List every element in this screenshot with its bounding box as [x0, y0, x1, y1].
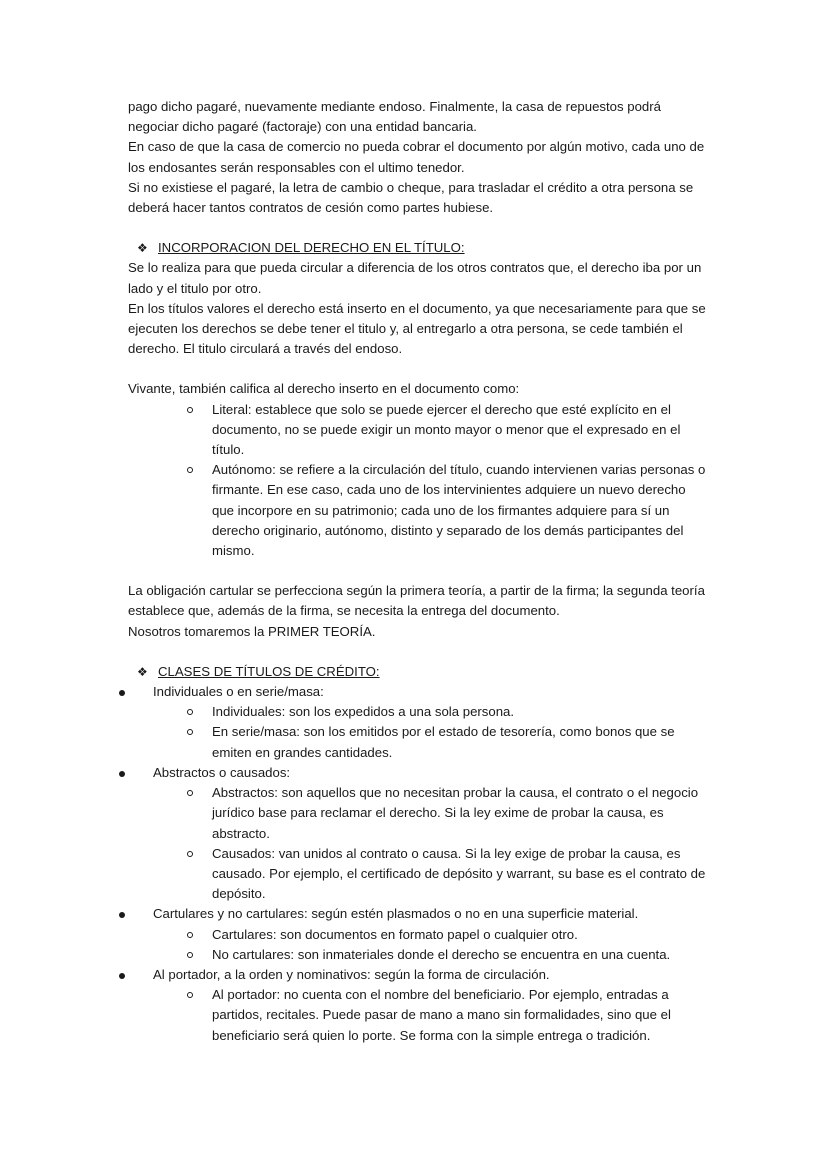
intro-paragraph-3: Si no existiese el pagaré, la letra de cambio o cheque, para trasladar el crédito a otra persona se deberá hacer tantos contratos de cesión como partes hubiese.: [128, 179, 694, 216]
circle-bullet-icon: [187, 467, 193, 473]
circle-bullet-icon: [187, 407, 193, 413]
circle-bullet-icon: [187, 709, 193, 715]
circle-bullet-icon: [187, 729, 193, 735]
list-item-group: Al portador, a la orden y nominativos: según la forma de circulación.: [128, 965, 708, 985]
closing-paragraph-1: La obligación cartular se perfecciona según la primera teoría, a partir de la firma; la segunda teoría establece que, además de la firma, se necesita la entrega del documento.: [128, 583, 705, 619]
list-item: Al portador: no cuenta con el nombre del beneficiario. Por ejemplo, entradas a partidos, recitales. Puede pasar de mano a mano sin formalidades, sino que el beneficiario será quien lo porte. Se forma con la simple entrega o tradición.: [128, 985, 708, 1046]
circle-bullet-icon: [187, 992, 193, 998]
list-item-autonomo: Autónomo: se refiere a la circulación del título, cuando intervienen varias personas o firmante. En ese caso, cada uno de los intervinientes adquiere un nuevo derecho que incorpore en su patrimonio; cada uno de los firmantes adquiere para sí un derecho originario, autónomo, distinto y separado de los demás participantes del mismo.: [128, 460, 708, 561]
list-item: En serie/masa: son los emitidos por el estado de tesorería, como bonos que se emiten en grandes cantidades.: [128, 722, 708, 762]
vivante-paragraph: Vivante, también califica al derecho inserto en el documento como:: [128, 381, 520, 397]
list-item: Abstractos: son aquellos que no necesitan probar la causa, el contrato o el negocio jurídico base para reclamar el derecho. Si la ley exime de probar la causa, es abstracto.: [128, 783, 708, 844]
circle-bullet-icon: [187, 932, 193, 938]
intro-paragraph-1: pago dicho pagaré, nuevamente mediante endoso. Finalmente, la casa de repuestos podrá negociar dicho pagaré (factoraje) con una entidad bancaria.: [128, 99, 661, 135]
circle-bullet-icon: [187, 952, 193, 958]
closing-paragraph-2: Nosotros tomaremos la PRIMER TEORÍA.: [128, 623, 376, 639]
diamond-bullet-icon: ❖: [137, 664, 148, 679]
disc-bullet-icon: [119, 771, 125, 777]
section1-paragraph-1: Se lo realiza para que pueda circular a diferencia de los otros contratos que, el derecho iba por un lado y el titulo por otro.: [128, 260, 702, 296]
disc-bullet-icon: [119, 973, 125, 979]
list-item-literal: Literal: establece que solo se puede ejercer el derecho que esté explícito en el documento, no se puede exigir un monto mayor o menor que el expresado en el título.: [128, 400, 708, 461]
intro-paragraph-2: En caso de que la casa de comercio no pueda cobrar el documento por algún motivo, cada uno de los endosantes serán responsables con el ultimo tenedor.: [128, 139, 705, 175]
section1-paragraph-2: En los títulos valores el derecho está inserto en el documento, ya que necesariamente para que se ejecuten los derechos se debe tener el titulo y, al entregarlo a otra persona, se cede también el derecho. El titulo circulará a través del endoso.: [128, 300, 706, 357]
list-item-group: Individuales o en serie/masa:: [128, 682, 708, 702]
disc-bullet-icon: [119, 912, 125, 918]
circle-bullet-icon: [187, 790, 193, 796]
list-item: Cartulares: son documentos en formato papel o cualquier otro.: [128, 925, 708, 945]
disc-bullet-icon: [119, 690, 125, 696]
section-heading-clases: ❖ CLASES DE TÍTULOS DE CRÉDITO:: [128, 662, 708, 682]
diamond-bullet-icon: ❖: [137, 241, 148, 256]
list-item: No cartulares: son inmateriales donde el derecho se encuentra en una cuenta.: [128, 945, 708, 965]
section-heading-incorporacion: ❖ INCORPORACION DEL DERECHO EN EL TÍTULO:: [128, 238, 708, 258]
list-item: Individuales: son los expedidos a una sola persona.: [128, 702, 708, 722]
list-item-group: Abstractos o causados:: [128, 763, 708, 783]
list-item-group: Cartulares y no cartulares: según estén plasmados o no en una superficie material.: [128, 904, 708, 924]
list-item: Causados: van unidos al contrato o causa. Si la ley exige de probar la causa, es causado. Por ejemplo, el certificado de depósito y warrant, su base es el contrato de depósito.: [128, 844, 708, 905]
circle-bullet-icon: [187, 851, 193, 857]
document-body: [128, 97, 708, 1046]
